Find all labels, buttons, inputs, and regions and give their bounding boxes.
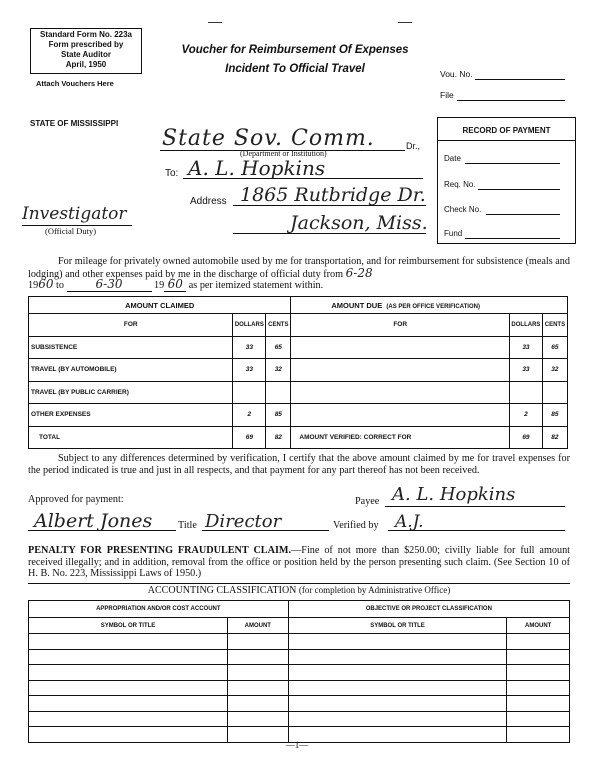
right-symbol-cell[interactable]: [288, 711, 507, 727]
row-cents[interactable]: 65: [266, 336, 291, 359]
accounting-title: ACCOUNTING CLASSIFICATION: [147, 585, 297, 596]
right-amount-cell[interactable]: [507, 711, 570, 727]
penalty-text: —Fine of not more than $250.00; civilly liable for full amount received illegally; and in addition, removal from the office or position held by the person presenting such claim. (See Section 10 of H. B. No. 223, Mississippi Laws of 1950.): [28, 545, 570, 579]
total-dollars[interactable]: 69: [233, 426, 266, 449]
amounts-table: [28, 296, 568, 449]
appropriation-header: APPROPRIATION AND/OR COST ACCOUNT: [29, 601, 289, 618]
verified-line[interactable]: [388, 530, 565, 531]
total-label: TOTAL: [29, 426, 233, 449]
official-duty-value: Investigator: [22, 204, 127, 224]
accounting-table: [28, 600, 570, 743]
department-caption: (Department or Institution): [240, 149, 327, 158]
file-field[interactable]: [457, 100, 565, 101]
row-dollars[interactable]: [233, 381, 266, 404]
table-row: [29, 634, 570, 650]
right-amount-cell[interactable]: [507, 634, 570, 650]
left-amount-cell[interactable]: [228, 680, 289, 696]
left-amount-header: AMOUNT: [228, 618, 289, 634]
left-amount-cell[interactable]: [228, 634, 289, 650]
address-value: 1865 Rutbridge Dr.: [240, 184, 426, 206]
form-prescribed: Form prescribed by: [48, 40, 124, 49]
vou-no-label: Vou. No.: [440, 69, 473, 79]
row-due-label: [291, 381, 510, 404]
left-symbol-cell[interactable]: [29, 634, 228, 650]
row-due-label: [291, 336, 510, 359]
row-label: TRAVEL (BY PUBLIC CARRIER): [29, 381, 233, 404]
record-title: RECORD OF PAYMENT: [462, 126, 551, 135]
row-cents[interactable]: [266, 381, 291, 404]
title-line[interactable]: [202, 530, 329, 531]
year1-prefix: 19: [28, 280, 39, 291]
record-of-payment-box: [437, 117, 576, 244]
approved-label: Approved for payment:: [28, 494, 124, 505]
row-cents[interactable]: 85: [266, 404, 291, 427]
right-symbol-cell[interactable]: [288, 634, 507, 650]
table-row: [29, 336, 568, 359]
right-symbol-cell[interactable]: [288, 649, 507, 665]
form-title: Voucher for Reimbursement Of Expenses: [181, 44, 409, 56]
state-label: STATE OF MISSISSIPPI: [30, 119, 119, 128]
total-cents[interactable]: 82: [266, 426, 291, 449]
statement-tail: as per itemized statement within.: [188, 280, 324, 291]
verified-label: Verified by: [333, 520, 379, 531]
objective-header: OBJECTIVE OR PROJECT CLASSIFICATION: [288, 601, 569, 618]
row-label: OTHER EXPENSES: [29, 404, 233, 427]
check-no-field[interactable]: [486, 214, 560, 215]
table-row: [29, 359, 568, 382]
to-date: 6-30: [67, 279, 152, 292]
payee-line[interactable]: [385, 506, 565, 507]
left-symbol-cell[interactable]: [29, 680, 228, 696]
vou-no-field[interactable]: [475, 79, 565, 80]
table-row: [29, 711, 570, 727]
penalty-heading: PENALTY FOR PRESENTING FRAUDULENT CLAIM.: [28, 545, 292, 556]
due-dollars-header: DOLLARS: [510, 314, 543, 337]
form-subtitle: Incident To Official Travel: [225, 63, 365, 75]
penalty-paragraph: [28, 545, 570, 580]
for-header: FOR: [29, 314, 233, 337]
row-due-dollars[interactable]: 2: [510, 404, 543, 427]
to-word: to: [56, 280, 64, 291]
left-symbol-cell[interactable]: [29, 649, 228, 665]
right-symbol-cell[interactable]: [288, 680, 507, 696]
statement-text: For mileage for privately owned automobile used by me for transportation, and for reimbursement for subsistence (meals and lodging) and other expenses paid by me in the discharge of official duty from: [28, 256, 570, 280]
row-due-cents[interactable]: 85: [542, 404, 567, 427]
title-value: Director: [205, 511, 282, 532]
right-amount-cell[interactable]: [507, 680, 570, 696]
title-label: Title: [178, 520, 197, 531]
certification-text: Subject to any differences determined by verification, I certify that the above amount claimed by me for travel expenses for the period indicated is true and just in all respects, and that payment for any part thereof has not been received.: [28, 453, 570, 476]
row-cents[interactable]: 32: [266, 359, 291, 382]
payee-signature: A. L. Hopkins: [392, 484, 516, 505]
left-amount-cell[interactable]: [228, 665, 289, 681]
dollars-header: DOLLARS: [233, 314, 266, 337]
year1-value: 60: [38, 277, 54, 291]
accounting-rule: [28, 583, 570, 584]
row-label: SUBSISTENCE: [29, 336, 233, 359]
table-row: [29, 404, 568, 427]
right-symbol-header: SYMBOL OR TITLE: [288, 618, 507, 634]
right-symbol-cell[interactable]: [288, 696, 507, 712]
table-row: [29, 665, 570, 681]
due-cents-header: CENTS: [542, 314, 567, 337]
to-label: To:: [165, 168, 179, 179]
row-due-dollars[interactable]: [510, 381, 543, 404]
date-field[interactable]: [465, 163, 560, 164]
table-row: [29, 696, 570, 712]
city-line: [233, 233, 426, 234]
top-mark-left: [208, 22, 222, 23]
accounting-title-row: [28, 585, 570, 596]
cents-header: CENTS: [266, 314, 291, 337]
row-due-cents[interactable]: 65: [542, 336, 567, 359]
amount-claimed-header: AMOUNT CLAIMED: [29, 297, 291, 314]
left-symbol-cell[interactable]: [29, 711, 228, 727]
city-value: Jackson, Miss.: [290, 212, 428, 234]
right-amount-header: AMOUNT: [507, 618, 570, 634]
fund-field[interactable]: [465, 238, 560, 239]
approver-line[interactable]: [28, 530, 176, 531]
left-symbol-cell[interactable]: [29, 665, 228, 681]
address-line: [233, 205, 426, 206]
row-due-cents[interactable]: 32: [542, 359, 567, 382]
table-row: [29, 680, 570, 696]
left-amount-cell[interactable]: [228, 696, 289, 712]
page-number: —1—: [285, 740, 309, 750]
row-dollars[interactable]: 33: [233, 336, 266, 359]
right-amount-cell[interactable]: [507, 665, 570, 681]
row-due-dollars[interactable]: 33: [510, 336, 543, 359]
amount-due-header: AMOUNT DUE (AS PER OFFICE VERIFICATION): [291, 297, 568, 314]
verified-initials: A.J.: [395, 512, 424, 532]
accounting-subtitle: (for completion by Administrative Office): [298, 585, 451, 595]
table-row: [29, 381, 568, 404]
statement-dates: [28, 279, 568, 292]
form-number: Standard Form No. 223a: [39, 30, 133, 39]
left-amount-cell[interactable]: [228, 649, 289, 665]
approver-signature: Albert Jones: [34, 510, 153, 532]
right-amount-cell[interactable]: [507, 649, 570, 665]
row-due-label: [291, 404, 510, 427]
right-amount-cell[interactable]: [507, 696, 570, 712]
year2-value: 60: [164, 279, 186, 292]
req-no-label: Req. No.: [444, 180, 476, 189]
address-label: Address: [190, 196, 227, 207]
form-auditor: State Auditor: [61, 50, 111, 59]
right-symbol-cell[interactable]: [288, 665, 507, 681]
table-row: [29, 649, 570, 665]
department-value: State Sov. Comm.: [162, 126, 375, 151]
form-number-box: [30, 28, 142, 74]
from-date: 6-28: [345, 265, 373, 280]
date-label: Date: [444, 154, 461, 163]
left-symbol-header: SYMBOL OR TITLE: [29, 618, 228, 634]
total-row: [29, 426, 568, 449]
top-mark-right: [398, 22, 412, 23]
row-due-label: [291, 359, 510, 382]
total-due-cents[interactable]: 82: [542, 426, 567, 449]
to-line: [183, 178, 423, 179]
req-no-field[interactable]: [478, 189, 560, 190]
fund-label: Fund: [444, 229, 463, 238]
amount-verified-label: AMOUNT VERIFIED: CORRECT FOR: [291, 426, 510, 449]
attach-vouchers: Attach Vouchers Here: [36, 79, 114, 88]
row-dollars[interactable]: 33: [233, 359, 266, 382]
left-amount-cell[interactable]: [228, 711, 289, 727]
row-due-cents[interactable]: [542, 381, 567, 404]
official-duty-caption: (Official Duty): [45, 226, 97, 236]
file-label: File: [440, 90, 454, 100]
row-due-dollars[interactable]: 33: [510, 359, 543, 382]
row-dollars[interactable]: 2: [233, 404, 266, 427]
left-symbol-cell[interactable]: [29, 696, 228, 712]
record-divider: [438, 140, 575, 141]
due-for-header: FOR: [291, 314, 510, 337]
form-date: April, 1950: [65, 60, 107, 69]
payee-label: Payee: [355, 496, 380, 507]
to-value: A. L. Hopkins: [188, 156, 326, 180]
total-due-dollars[interactable]: 69: [510, 426, 543, 449]
row-label: TRAVEL (BY AUTOMOBILE): [29, 359, 233, 382]
year2-prefix: 19: [154, 280, 165, 291]
dr-label: Dr.,: [406, 141, 421, 151]
check-no-label: Check No.: [444, 205, 482, 214]
